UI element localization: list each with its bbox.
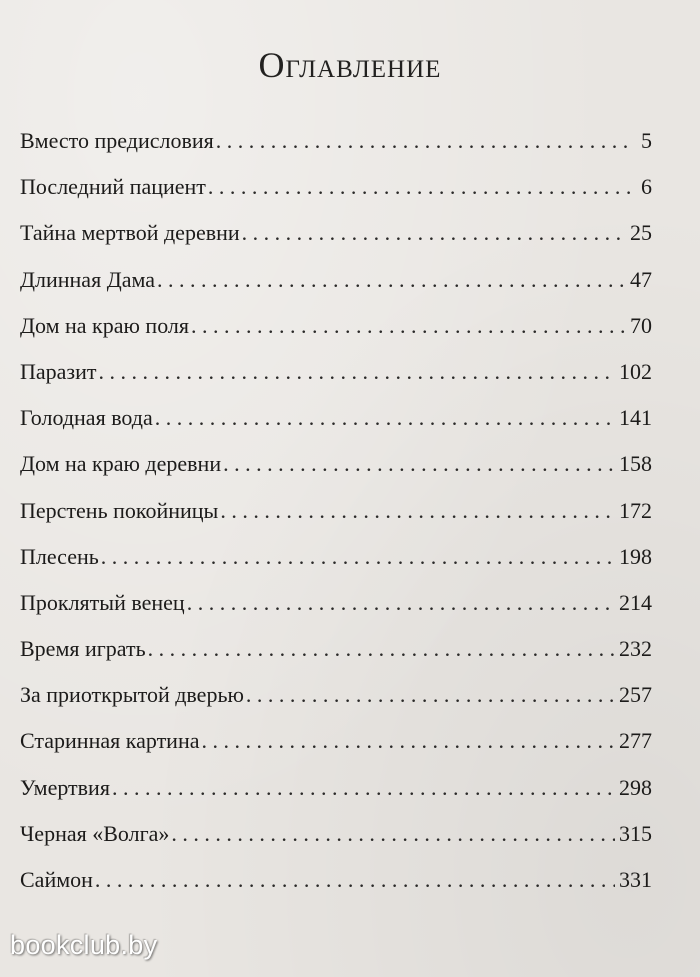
toc-entry bbox=[20, 718, 652, 764]
dot-leader bbox=[208, 164, 634, 210]
toc-entry-page: 298 bbox=[619, 774, 652, 800]
toc-entry bbox=[20, 580, 652, 626]
toc-entry-title: Саймон bbox=[20, 867, 93, 892]
dot-leader bbox=[242, 210, 626, 256]
toc-entry-title: Проклятый венец bbox=[20, 589, 185, 615]
toc-entry bbox=[20, 303, 652, 349]
toc-entry-page: 331 bbox=[619, 867, 652, 892]
dot-leader bbox=[101, 534, 615, 580]
toc-entry-title: Время играть bbox=[20, 636, 146, 662]
dot-leader bbox=[148, 626, 615, 672]
toc-entry-title: Дом на краю деревни bbox=[20, 451, 222, 477]
toc-entry-title: Последний пациент bbox=[20, 174, 206, 200]
toc-entry-page: 172 bbox=[619, 497, 652, 523]
toc-entry-page: 198 bbox=[619, 543, 652, 569]
dot-leader bbox=[216, 118, 634, 164]
toc-entry-page: 70 bbox=[630, 312, 652, 338]
watermark: bookclub.by bbox=[10, 930, 158, 960]
toc-entry bbox=[20, 488, 652, 534]
dot-leader bbox=[191, 303, 626, 349]
toc-entry-page: 25 bbox=[630, 220, 652, 246]
dot-leader bbox=[155, 395, 615, 441]
toc-entry-page: 102 bbox=[619, 358, 652, 384]
toc-entry bbox=[20, 811, 652, 857]
toc-entry-page: 214 bbox=[619, 589, 652, 615]
dot-leader bbox=[99, 349, 616, 395]
toc-entry bbox=[20, 534, 652, 580]
toc-entry bbox=[20, 672, 652, 718]
toc-entry-title: Дом на краю поля bbox=[20, 312, 190, 338]
toc-entry bbox=[20, 626, 652, 672]
dot-leader bbox=[171, 811, 615, 857]
dot-leader bbox=[95, 857, 615, 903]
toc-entry-page: 5 bbox=[641, 128, 652, 153]
toc-entry-page: 277 bbox=[619, 728, 652, 754]
toc-entry-title: Перстень покойницы bbox=[20, 497, 219, 523]
toc-entry bbox=[20, 349, 652, 395]
toc-entry-title: Длинная Дама bbox=[20, 266, 155, 292]
toc-entry-title: Плесень bbox=[20, 543, 99, 569]
toc-entry bbox=[20, 118, 652, 164]
toc-entry bbox=[20, 765, 652, 811]
toc-entry-page: 6 bbox=[641, 174, 652, 200]
dot-leader bbox=[202, 718, 616, 764]
toc-entry-page: 141 bbox=[619, 405, 652, 431]
toc-entry bbox=[20, 395, 652, 441]
table-of-contents bbox=[20, 118, 652, 903]
toc-entry-page: 232 bbox=[619, 636, 652, 662]
toc-entry-title: Вместо предисловия bbox=[20, 128, 214, 153]
dot-leader bbox=[157, 257, 626, 303]
toc-entry-title: Голодная вода bbox=[20, 405, 153, 431]
toc-entry-title: Паразит bbox=[20, 358, 97, 384]
toc-entry bbox=[20, 257, 652, 303]
toc-entry-title: За приоткрытой дверью bbox=[20, 682, 244, 708]
toc-entry-page: 315 bbox=[619, 820, 652, 846]
toc-entry-page: 47 bbox=[630, 266, 652, 292]
page-title: Оглавление bbox=[258, 45, 442, 85]
toc-entry-title: Черная «Волга» bbox=[20, 820, 170, 846]
dot-leader bbox=[223, 441, 615, 487]
dot-leader bbox=[112, 765, 615, 811]
toc-entry bbox=[20, 441, 652, 487]
toc-entry-title: Тайна мертвой деревни bbox=[20, 220, 240, 246]
dot-leader bbox=[187, 580, 615, 626]
toc-entry-page: 158 bbox=[619, 451, 652, 477]
toc-entry bbox=[20, 210, 652, 256]
toc-entry-title: Умертвия bbox=[20, 774, 110, 800]
toc-entry bbox=[20, 857, 652, 903]
toc-entry-title: Старинная картина bbox=[20, 728, 200, 754]
toc-entry-page: 257 bbox=[619, 682, 652, 708]
dot-leader bbox=[246, 672, 615, 718]
dot-leader bbox=[220, 488, 615, 534]
toc-entry bbox=[20, 164, 652, 210]
